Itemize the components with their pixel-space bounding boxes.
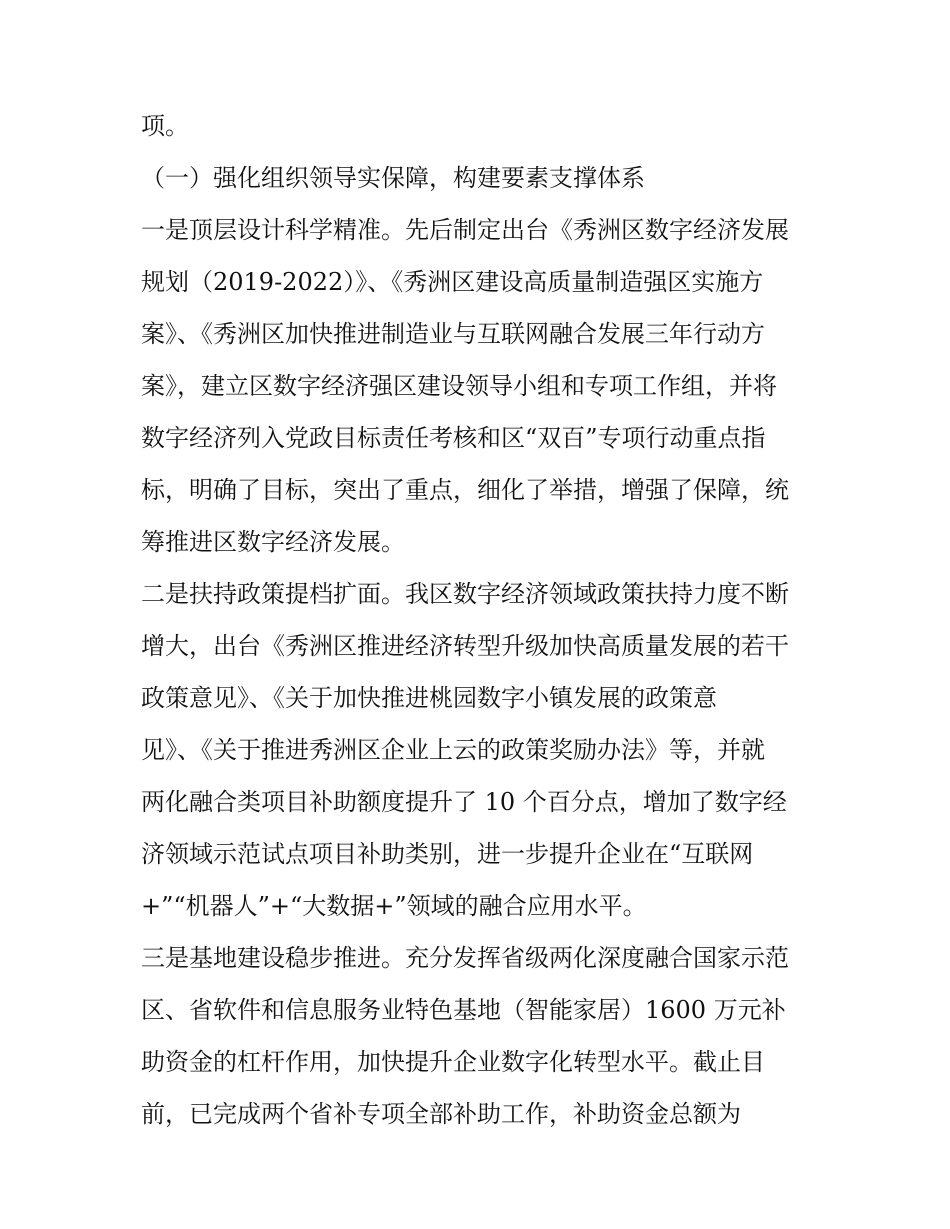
text-line: +”“机器人”+“大数据+”领域的融合应用水平。 bbox=[141, 892, 647, 920]
text-line: 标，明确了目标，突出了重点，细化了举措，增强了保障，统 bbox=[141, 476, 789, 504]
text-line: 政策意见》、《关于加快推进桃园数字小镇发展的政策意 bbox=[141, 684, 717, 712]
text-line: 案》，建立区数字经济强区建设领导小组和专项工作组，并将 bbox=[141, 372, 777, 400]
text-line: 规划（2019-2022）》、《秀洲区建设高质量制造强区实施方 bbox=[141, 268, 764, 296]
text-line: 见》、《关于推进秀洲区企业上云的政策奖励办法》等，并就 bbox=[141, 736, 765, 764]
text-line: 案》、《秀洲区加快推进制造业与互联网融合发展三年行动方 bbox=[141, 320, 765, 348]
section-heading: （一）强化组织领导实保障，构建要素支撑体系 bbox=[141, 164, 645, 192]
text-line: 助资金的杠杆作用，加快提升企业数字化转型水平。截止目 bbox=[141, 1048, 765, 1076]
text-line: 筹推进区数字经济发展。 bbox=[141, 528, 405, 556]
text-line: 区、省软件和信息服务业特色基地（智能家居）1600 万元补 bbox=[141, 996, 786, 1024]
text-line: 一是顶层设计科学精准。先后制定出台《秀洲区数字经济发展 bbox=[141, 216, 789, 244]
text-line: 项。 bbox=[141, 112, 189, 140]
text-line: 三是基地建设稳步推进。充分发挥省级两化深度融合国家示范 bbox=[141, 944, 789, 972]
text-line: 两化融合类项目补助额度提升了 10 个百分点，增加了数字经 bbox=[141, 788, 787, 816]
text-line: 济领域示范试点项目补助类别，进一步提升企业在“互联网 bbox=[141, 840, 754, 868]
text-line: 增大，出台《秀洲区推进经济转型升级加快高质量发展的若干 bbox=[141, 632, 789, 660]
text-line: 二是扶持政策提档扩面。我区数字经济领域政策扶持力度不断 bbox=[141, 580, 789, 608]
text-line: 前，已完成两个省补专项全部补助工作，补助资金总额为 bbox=[141, 1100, 741, 1128]
text-line: 数字经济列入党政目标责任考核和区“双百”专项行动重点指 bbox=[141, 424, 766, 452]
